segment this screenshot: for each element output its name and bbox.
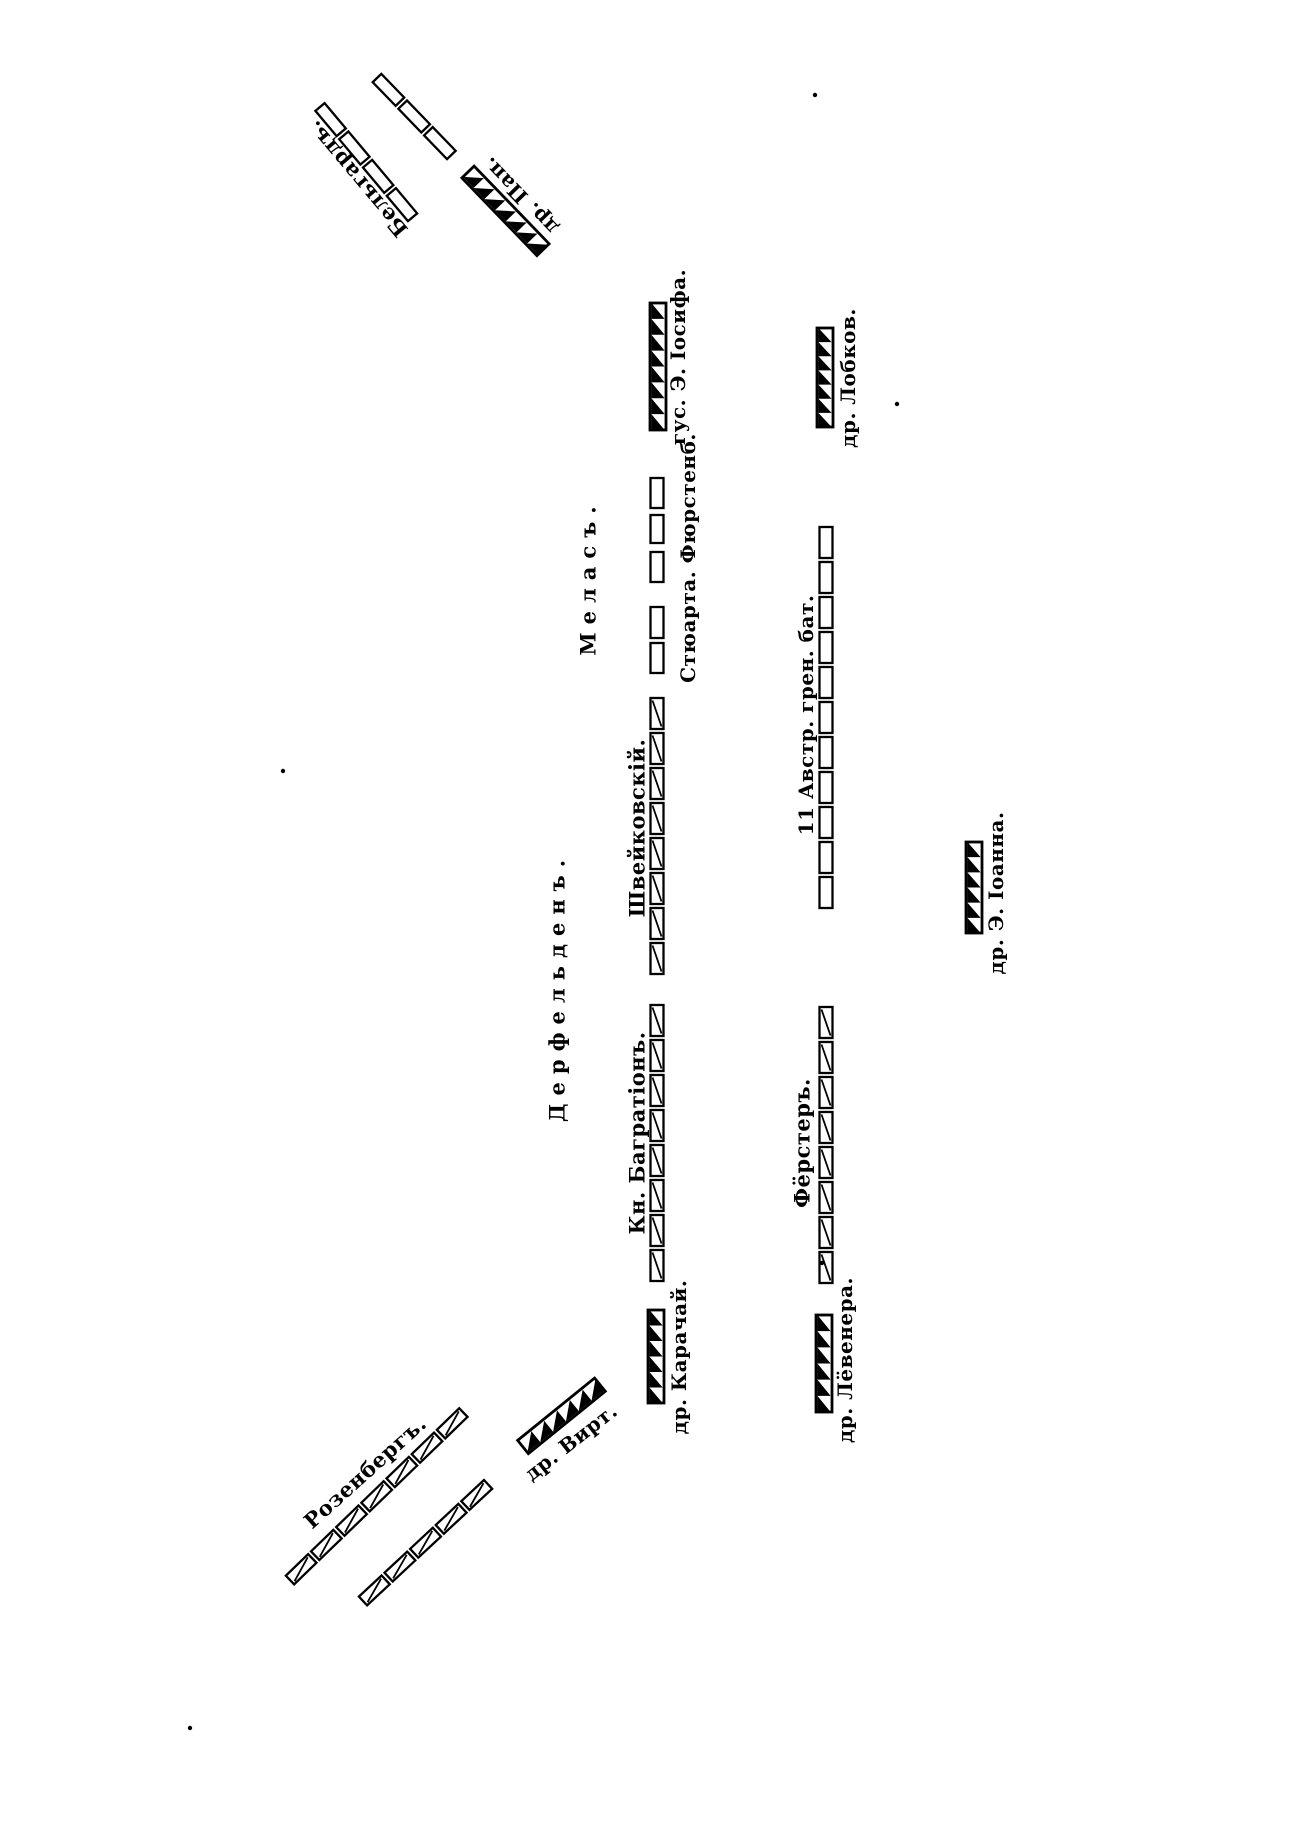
label-foerster: Фёрстеръ. xyxy=(789,1078,815,1208)
label-karaczay-dragoons: др. Карачай. xyxy=(667,1279,691,1435)
label-wuerttemberg-dragoons: др. Вирт. xyxy=(519,1398,623,1486)
label-stuart-fuerstenberg: Стюарта. Фюрстенб. xyxy=(676,433,700,683)
label-pap-dragoons: др. Пап. xyxy=(477,152,563,240)
label-bellegarde: Бельгардъ. xyxy=(301,115,413,243)
label-archduke-john-dragoons: др. Э. Іоанна. xyxy=(984,811,1008,975)
label-levenehr-dragoons: др. Лёвенера. xyxy=(833,1276,857,1444)
label-lobkowitz-dragoons: др. Лобков. xyxy=(836,308,860,448)
label-rosenberg: Розенбергъ. xyxy=(298,1410,432,1534)
label-schweikovsky: Швейковскій. xyxy=(624,738,650,918)
label-melas: Меласъ. xyxy=(575,498,601,656)
label-joseph-hussars: гус. Э. Іосифа. xyxy=(666,268,690,446)
label-bagration: Кн. Багратіонъ. xyxy=(624,1031,650,1235)
label-austrian-grenadiers: 11 Австр. грен. бат. xyxy=(794,594,818,836)
label-derfelden: Дерфельденъ. xyxy=(544,851,570,1123)
